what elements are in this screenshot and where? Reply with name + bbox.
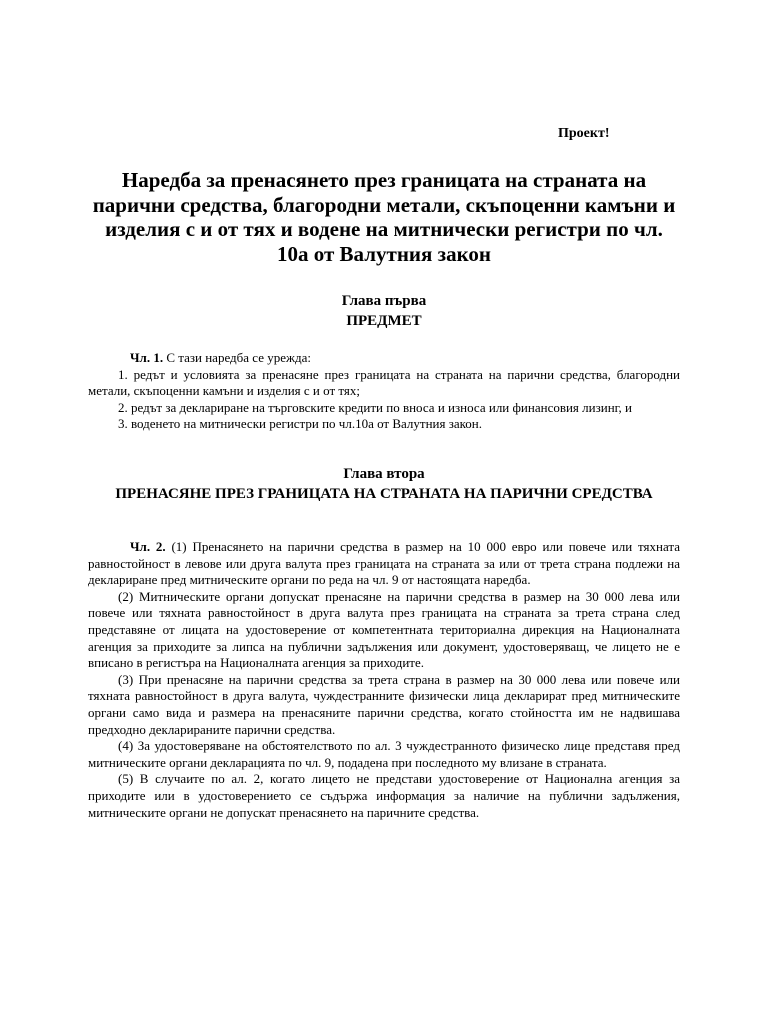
article-two-paragraph: (3) При пренасяне на парични средства за трета страна в размер на 30 000 лева или повече или тяхната равностойност в друга валута, чуждестранните физически лица декларират пред митническите органи само вида и размера на пренасяните парични средства, когато стойността им не надвишава предходно декларираните парични средства. [88,671,680,737]
chapter-two-heading: Глава втора [343,466,425,482]
chapter-one-heading: Глава първа [341,293,427,309]
chapter-one-header [88,291,680,331]
article-one-item: 3. воденето на митнически регистри по чл.10а от Валутния закон. [118,416,482,432]
article-one-item: 2. редът за деклариране на търговските кредити по вноса и износа или финансовия лизинг, и [118,399,632,415]
article-one-item: 1. редът и условията за пренасяне през границата на страната на парични средства, благородни метали, скъпоценни камъни и изделия с и от тях; [88,366,680,399]
article-one-intro-text: С тази наредба се урежда: [163,350,311,365]
article-two-paragraph-1-text: (1) Пренасянето на парични средства в размер на 10 000 евро или повече или тяхната равностойност в левове или друга валута през границата на страната за или от трета страна подлежи на деклариране пред митническите органи по реда на чл. 9 от настоящата наредба. [88,539,680,588]
chapter-two-header [88,464,680,504]
article-two-paragraph-1 [88,539,680,589]
article-two-paragraph: (2) Митническите органи допускат пренасяне на парични средства в размер на 30 000 лева или повече или тяхната равностойност в друга валута през границата на страната за трета страна след представяне от лицата на удостоверение от компетентната териториална дирекция на Националната агенция за приходите за липса на публични задължения или документ, удостоверяващ, че лицето не е вписано в регистъра на Националната агенция за приходите. [88,588,680,671]
draft-label: Проект! [558,126,610,141]
article-one [88,350,680,433]
article-one-number: Чл. 1. [130,350,164,365]
article-two-number: Чл. 2. [130,539,166,554]
chapter-one-subject: ПРЕДМЕТ [346,313,422,329]
article-two [88,539,680,821]
document-title: Наредба за пренасянето през границата на страната на парични средства, благородни метали, скъпоценни камъни и изделия с и от тях и водене на митнически регистри по чл. 10а от Валутния закон [92,168,676,266]
chapter-two-subject: ПРЕНАСЯНЕ ПРЕЗ ГРАНИЦАТА НА СТРАНАТА НА ПАРИЧНИ СРЕДСТВА [115,486,653,502]
article-two-paragraph: (5) В случаите по ал. 2, когато лицето не представи удостоверение от Национална агенция за приходите или в удостоверението се съдържа информация за наличие на публични задължения, митническите органи не допускат пренасянето на паричните средства. [88,771,680,820]
article-one-intro [88,350,680,367]
article-two-paragraph: (4) За удостоверяване на обстоятелството по ал. 3 чуждестранното физическо лице представя пред митническите органи декларацията по чл. 9, подадена при последното му влизане в страната. [88,738,680,770]
